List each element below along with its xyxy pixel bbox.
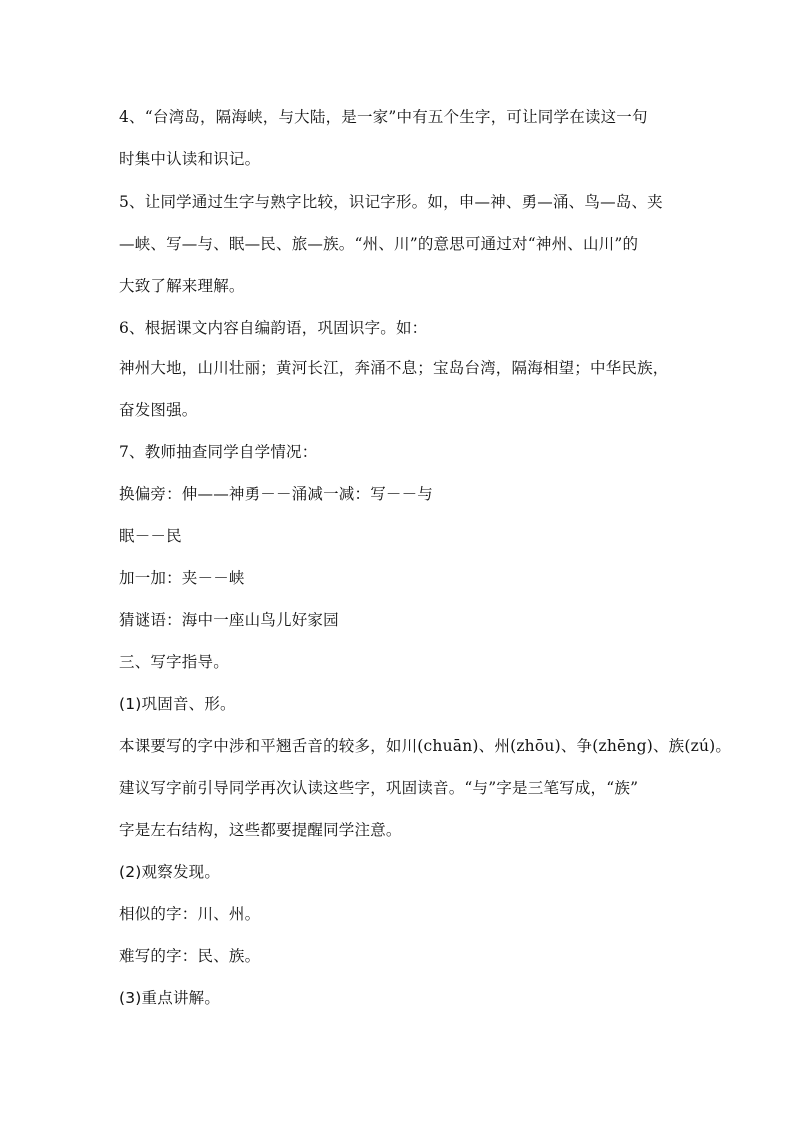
paragraph-5-line-3: 大致了解来理解。 xyxy=(119,277,245,295)
subsection-1-heading: (1)巩固音、形。 xyxy=(119,695,236,713)
paragraph-5-line-2: —峡、写—与、眠—民、旅—族。“州、川”的意思可通过对“神州、山川”的 xyxy=(119,235,639,253)
subsection-2-heading: (2)观察发现。 xyxy=(119,863,221,881)
rhyme-line-1: 神州大地，山川壮丽；黄河长江，奔涌不息；宝岛台湾，隔海相望；中华民族， xyxy=(119,359,669,377)
paragraph-6-line-1: 6、根据课文内容自编韵语，巩固识字。如： xyxy=(119,319,428,337)
subsection-1-line-3: 字是左右结构，这些都要提醒同学注意。 xyxy=(119,821,402,839)
subsection-1-line-1: 本课要写的字中涉和平翘舌音的较多，如川(chuān)、州(zhōu)、争(zhēng)、族(zú)。 xyxy=(119,737,732,755)
subsection-1-line-2: 建议写字前引导同学再次认读这些字，巩固读音。“与”字是三笔写成，“族” xyxy=(119,779,639,797)
section-three-heading: 三、写字指导。 xyxy=(119,653,229,671)
paragraph-7-heading: 7、教师抽查同学自学情况： xyxy=(119,443,318,461)
rhyme-line-2: 奋发图强。 xyxy=(119,401,198,419)
radical-change-line: 换偏旁：伸——神勇－－涌减一减：写－－与 xyxy=(119,485,434,503)
riddle-line: 猜谜语：海中一座山鸟儿好家园 xyxy=(119,611,339,629)
similar-characters-line: 相似的字：川、州。 xyxy=(119,905,261,923)
paragraph-4-line-1: 4、“台湾岛，隔海峡，与大陆，是一家”中有五个生字，可让同学在读这一句 xyxy=(119,108,648,126)
radical-change-line-2: 眠－－民 xyxy=(119,527,182,545)
subsection-3-heading: (3)重点讲解。 xyxy=(119,989,221,1007)
add-component-line: 加一加：夹－－峡 xyxy=(119,569,245,587)
paragraph-5-line-1: 5、让同学通过生字与熟字比较，识记字形。如，申—神、勇—涌、鸟—岛、夹 xyxy=(119,193,663,211)
paragraph-4-line-2: 时集中认读和识记。 xyxy=(119,150,261,168)
difficult-characters-line: 难写的字：民、族。 xyxy=(119,947,261,965)
